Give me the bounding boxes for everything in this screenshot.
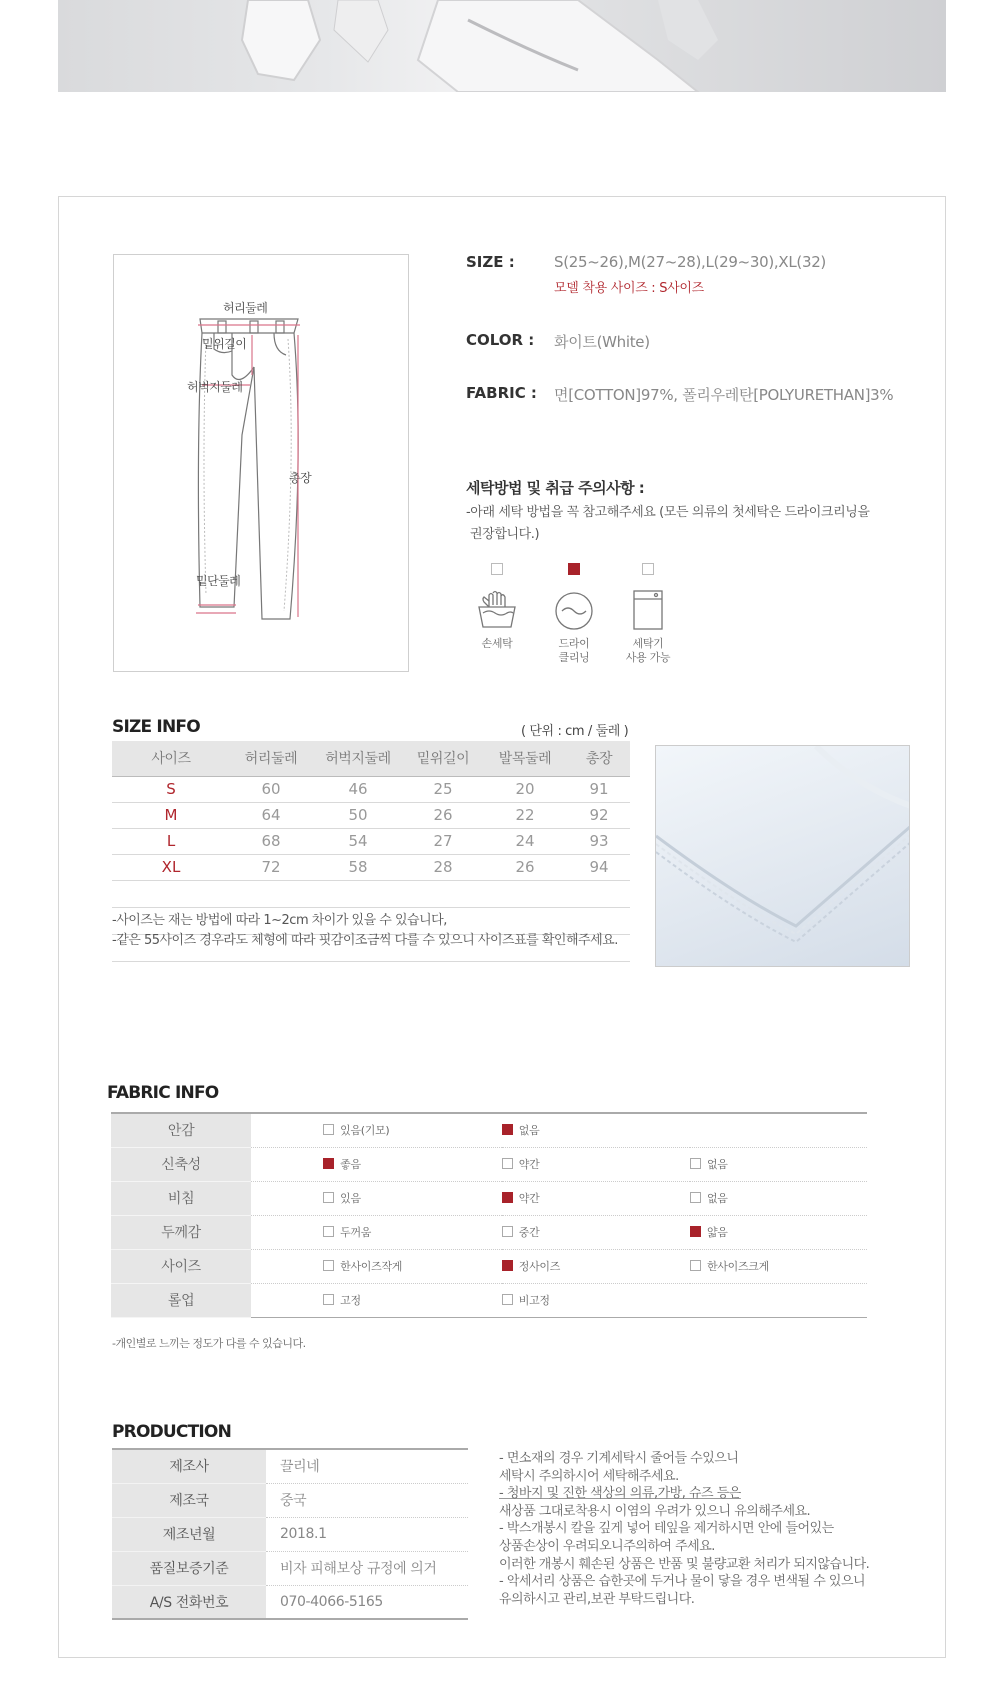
table-row: [112, 1517, 468, 1551]
washing-title: 세탁방법 및 취급 주의사항 :: [466, 479, 645, 497]
size-note-2: -같은 55사이즈 경우라도 체형에 따라 핏감이조금씩 다를 수 있으니 사이즈표를 확인해주세요.: [112, 933, 618, 948]
fabric-option: [251, 1215, 502, 1249]
diagram-label-waist: 허리둘레: [223, 301, 268, 315]
size-cell: 54: [312, 828, 404, 854]
production-label: A/S 전화번호: [112, 1585, 266, 1619]
size-col-rise: 밑위길이: [404, 741, 482, 776]
checkbox-icon: [323, 1294, 334, 1305]
production-notes: [499, 1450, 929, 1608]
size-cell: 24: [482, 828, 568, 854]
fabric-row: [111, 1283, 867, 1317]
diagram-label-rise: 밑위길이: [202, 337, 247, 351]
fabric-option: [502, 1283, 690, 1317]
fabric-option-label: 없음: [518, 1124, 540, 1138]
fabric-row-label: 두께감: [111, 1215, 251, 1249]
size-cell: 46: [312, 776, 404, 802]
hand-wash-checkbox: [491, 563, 503, 575]
washing-machine-icon: [626, 587, 670, 631]
fabric-option-label: 고정: [340, 1294, 361, 1307]
table-row: [112, 1585, 468, 1619]
size-cell: 27: [404, 828, 482, 854]
size-cell: 26: [482, 854, 568, 880]
hand-wash-icon: [475, 587, 519, 631]
fabric-option: [690, 1249, 867, 1283]
checkbox-icon: [323, 1260, 334, 1271]
production-value: 비자 피해보상 규정에 의거: [266, 1551, 468, 1585]
size-table-header: [112, 741, 630, 776]
production-note-line: - 청바지 및 진한 색상의 의류,가방, 슈즈 등은: [499, 1486, 741, 1502]
production-label: 제조사: [112, 1449, 266, 1483]
size-cell: 22: [482, 802, 568, 828]
fabric-option-empty: [690, 1113, 867, 1147]
production-note-line: 세탁시 주의하시어 세탁해주세요.: [499, 1468, 679, 1484]
fabric-option: [251, 1113, 502, 1147]
fabric-option-label: 정사이즈: [518, 1260, 561, 1273]
production-note-line: 상품손상이 우려되오니주의하여 주세요.: [499, 1538, 715, 1554]
diagram-label-thigh: 허벅지둘레: [187, 380, 243, 394]
checkbox-icon: [690, 1158, 701, 1169]
checkbox-icon: [502, 1192, 513, 1203]
checkbox-icon: [323, 1158, 334, 1169]
size-cell: 68: [230, 828, 312, 854]
fabric-option: [502, 1181, 690, 1215]
checkbox-icon: [502, 1124, 513, 1135]
table-row: [112, 802, 630, 828]
fabric-option: [251, 1249, 502, 1283]
wash-dry: [539, 563, 609, 665]
fabric-value: 면[COTTON]97%, 폴리우레탄[POLYURETHAN]3%: [554, 386, 894, 404]
production-value: 070-4066-5165: [266, 1585, 468, 1619]
table-row: [112, 1483, 468, 1517]
size-unit-note: ( 단위 : cm / 둘레 ): [521, 724, 629, 739]
fabric-option-label: 한사이즈크게: [706, 1260, 769, 1273]
color-label: COLOR :: [466, 331, 535, 349]
size-cell: 93: [568, 828, 630, 854]
size-value: S(25~26),M(27~28),L(29~30),XL(32): [554, 253, 826, 271]
production-label: 품질보증기준: [112, 1551, 266, 1585]
production-note-line: 새상품 그대로착용시 이염의 우려가 있으니 유의해주세요.: [499, 1503, 811, 1519]
size-cell: 92: [568, 802, 630, 828]
fabric-option: [502, 1113, 690, 1147]
fabric-row: [111, 1249, 867, 1283]
dry-clean-label: 드라이 클리닝: [558, 637, 590, 664]
fabric-info-table: [111, 1112, 867, 1318]
checkbox-icon: [323, 1124, 334, 1135]
machine-wash-label: 세탁기 사용 가능: [625, 637, 671, 664]
fabric-option: [502, 1215, 690, 1249]
production-label: 제조년월: [112, 1517, 266, 1551]
size-note-1: -사이즈는 재는 방법에 따라 1~2cm 차이가 있을 수 있습니다,: [112, 913, 447, 928]
size-cell: 28: [404, 854, 482, 880]
checkbox-icon: [690, 1226, 701, 1237]
checkbox-icon: [502, 1294, 513, 1305]
fabric-label: FABRIC :: [466, 384, 537, 402]
fabric-row-label: 사이즈: [111, 1249, 251, 1283]
pants-diagram: [114, 255, 410, 673]
table-row: [112, 854, 630, 880]
checkbox-icon: [502, 1260, 513, 1271]
fabric-option-label: 없음: [706, 1158, 728, 1171]
fabric-option-empty: [690, 1283, 867, 1317]
fabric-note: -개인별로 느끼는 정도가 다를 수 있습니다.: [112, 1337, 306, 1350]
size-col-ankle: 발목둘레: [482, 741, 568, 776]
fabric-option-label: 두꺼움: [340, 1226, 372, 1239]
fabric-option: [251, 1147, 502, 1181]
hand-wash-label: 손세탁: [481, 637, 513, 650]
size-cell: 25: [404, 776, 482, 802]
size-cell: 94: [568, 854, 630, 880]
fabric-row: [111, 1181, 867, 1215]
checkbox-icon: [323, 1192, 334, 1203]
size-cell: 58: [312, 854, 404, 880]
size-col-length: 총장: [568, 741, 630, 776]
production-value: 끌리네: [266, 1449, 468, 1483]
fabric-row-label: 비침: [111, 1181, 251, 1215]
diagram-label-length: 총장: [289, 471, 312, 485]
fabric-option-label: 얇음: [706, 1226, 728, 1239]
size-cell: 64: [230, 802, 312, 828]
fabric-option-label: 없음: [706, 1192, 728, 1205]
production-note-line: - 악세서리 상품은 습한곳에 두거나 물이 닿을 경우 변색될 수 있으니: [499, 1574, 866, 1590]
checkbox-icon: [502, 1158, 513, 1169]
production-value: 2018.1: [266, 1517, 468, 1551]
dry-clean-checkbox: [568, 563, 580, 575]
size-info-title: SIZE INFO: [112, 717, 200, 737]
size-col-size: 사이즈: [112, 741, 230, 776]
table-row: [112, 1551, 468, 1585]
fabric-row: [111, 1147, 867, 1181]
production-note-line: 유의하시고 관리,보관 부탁드립니다.: [499, 1591, 695, 1607]
table-row: [112, 1449, 468, 1483]
measurement-diagram: [113, 254, 409, 672]
table-row: [112, 776, 630, 802]
size-cell: 50: [312, 802, 404, 828]
fabric-row-label: 신축성: [111, 1147, 251, 1181]
table-row: [112, 828, 630, 854]
dry-clean-icon: [552, 587, 596, 631]
fabric-option: [502, 1147, 690, 1181]
fabric-row: [111, 1215, 867, 1249]
product-detail-panel: [58, 196, 946, 1658]
size-cell: 72: [230, 854, 312, 880]
size-cell: XL: [112, 854, 230, 880]
size-cell: 60: [230, 776, 312, 802]
size-cell: M: [112, 802, 230, 828]
fabric-row-label: 안감: [111, 1113, 251, 1147]
fabric-option-label: 한사이즈작게: [340, 1260, 403, 1273]
fabric-option-label: 있음: [340, 1192, 361, 1205]
washing-desc-line1: -아래 세탁 방법을 꼭 참고해주세요 (모든 의류의 첫세탁은 드라이크리닝을: [466, 505, 870, 520]
fabric-option: [502, 1249, 690, 1283]
fabric-option: [251, 1283, 502, 1317]
washing-description: [466, 502, 906, 546]
size-cell: 20: [482, 776, 568, 802]
production-note-line: - 면소재의 경우 기계세탁시 줄어들 수있으니: [499, 1451, 739, 1466]
fabric-option-label: 비고정: [518, 1294, 550, 1307]
size-col-waist: 허리둘레: [230, 741, 312, 776]
production-value: 중국: [266, 1483, 468, 1517]
size-cell: S: [112, 776, 230, 802]
fabric-closeup-photo: [655, 745, 910, 967]
checkbox-icon: [690, 1192, 701, 1203]
fabric-option-label: 있음(기모): [340, 1124, 390, 1138]
fabric-option: [690, 1147, 867, 1181]
fabric-option-label: 약간: [518, 1192, 540, 1205]
fabric-option: [690, 1181, 867, 1215]
fabric-row-label: 롤업: [111, 1283, 251, 1317]
model-size-note: 모델 착용 사이즈 : S사이즈: [554, 281, 704, 296]
wash-machine: [613, 563, 683, 665]
fabric-option: [251, 1181, 502, 1215]
checkbox-icon: [323, 1226, 334, 1237]
fabric-option-label: 약간: [518, 1158, 540, 1171]
wash-hand: [462, 563, 532, 651]
fabric-option-label: 중간: [518, 1226, 540, 1239]
size-label: SIZE :: [466, 253, 515, 271]
size-cell: L: [112, 828, 230, 854]
product-photo: [58, 0, 946, 92]
washing-desc-line2: 권장합니다.): [470, 527, 540, 542]
size-cell: 26: [404, 802, 482, 828]
checkbox-icon: [502, 1226, 513, 1237]
production-table: [112, 1448, 468, 1620]
checkbox-icon: [690, 1260, 701, 1271]
fabric-row: [111, 1113, 867, 1147]
production-note-line: - 박스개봉시 칼을 깊게 넣어 테잎을 제거하시면 안에 들어있는: [499, 1521, 834, 1537]
color-value: 화이트(White): [554, 333, 650, 351]
size-cell: 91: [568, 776, 630, 802]
fabric-option: [690, 1215, 867, 1249]
diagram-label-hem: 밑단둘레: [196, 574, 241, 588]
size-col-thigh: 허벅지둘레: [312, 741, 404, 776]
machine-wash-checkbox: [642, 563, 654, 575]
production-label: 제조국: [112, 1483, 266, 1517]
fabric-option-label: 좋음: [340, 1158, 361, 1171]
table-row-empty: [112, 880, 630, 907]
fabric-info-title: FABRIC INFO: [107, 1083, 219, 1103]
production-note-line: 이러한 개봉시 훼손된 상품은 반품 및 불량교환 처리가 되지않습니다.: [499, 1556, 870, 1572]
production-title: PRODUCTION: [112, 1422, 231, 1442]
